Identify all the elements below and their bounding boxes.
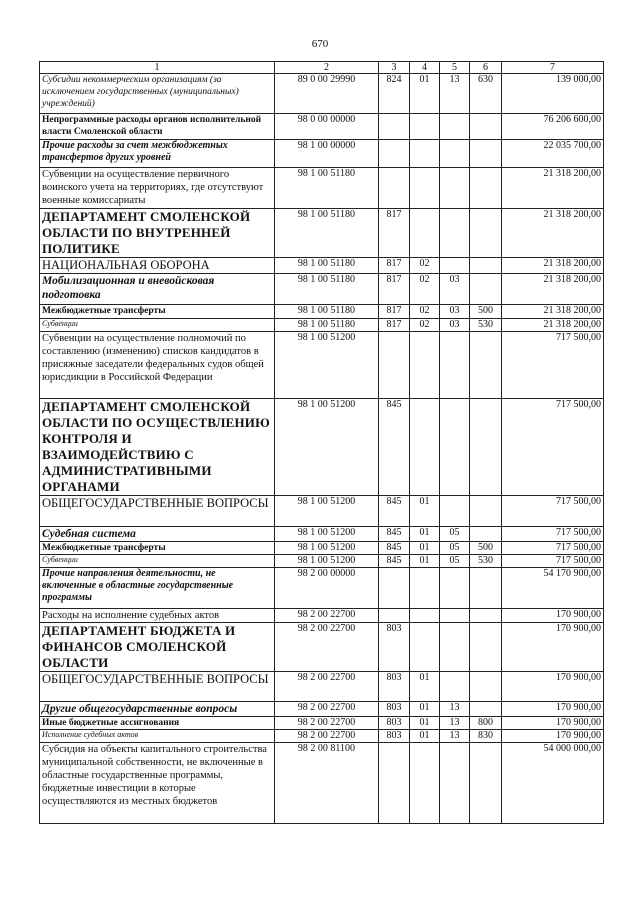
- table-row: [40, 332, 604, 399]
- table-row: [40, 274, 604, 305]
- row-subsection-cell: [440, 114, 470, 140]
- row-ministry-cell: 845: [379, 542, 410, 555]
- row-ministry-cell: 845: [379, 527, 410, 542]
- row-type-cell: [470, 527, 502, 542]
- row-type-cell: [470, 702, 502, 717]
- row-type-cell: 800: [470, 717, 502, 730]
- row-code-cell: 89 0 00 29990: [275, 74, 379, 114]
- row-name-cell: Субсидии некоммерческим организациям (за исключением государственных (муниципальных) учреждений): [40, 74, 275, 114]
- row-ministry-cell: 803: [379, 717, 410, 730]
- row-subsection-cell: [440, 168, 470, 209]
- row-name-cell: Прочие расходы за счет межбюджетных трансфертов других уровней: [40, 140, 275, 168]
- row-subsection-cell: [440, 209, 470, 258]
- row-amount-cell: 21 318 200,00: [502, 258, 604, 274]
- row-amount-cell: 76 206 600,00: [502, 114, 604, 140]
- row-amount-cell: 717 500,00: [502, 527, 604, 542]
- row-section-cell: 01: [410, 702, 440, 717]
- table-row: [40, 209, 604, 258]
- row-type-cell: [470, 168, 502, 209]
- row-type-cell: [470, 399, 502, 496]
- row-subsection-cell: [440, 399, 470, 496]
- row-section-cell: 02: [410, 274, 440, 305]
- row-subsection-cell: 13: [440, 702, 470, 717]
- row-amount-cell: 21 318 200,00: [502, 274, 604, 305]
- row-code-cell: 98 1 00 51180: [275, 209, 379, 258]
- row-section-cell: 01: [410, 74, 440, 114]
- row-amount-cell: 21 318 200,00: [502, 319, 604, 332]
- row-amount-cell: 170 900,00: [502, 623, 604, 672]
- row-ministry-cell: 803: [379, 730, 410, 743]
- row-code-cell: 98 1 00 51180: [275, 274, 379, 305]
- row-type-cell: [470, 496, 502, 527]
- table-row: [40, 730, 604, 743]
- row-code-cell: 98 1 00 51200: [275, 496, 379, 527]
- row-subsection-cell: [440, 609, 470, 623]
- row-type-cell: 500: [470, 542, 502, 555]
- table-row: [40, 399, 604, 496]
- row-type-cell: 630: [470, 74, 502, 114]
- row-section-cell: 01: [410, 542, 440, 555]
- row-name-cell: ДЕПАРТАМЕНТ СМОЛЕНСКОЙ ОБЛАСТИ ПО ОСУЩЕСТВЛЕНИЮ КОНТРОЛЯ И ВЗАИМОДЕЙСТВИЮ С АДМИНИСТРАТИВНЫМИ ОРГАНАМИ: [40, 399, 275, 496]
- row-subsection-cell: [440, 623, 470, 672]
- row-code-cell: 98 1 00 51180: [275, 168, 379, 209]
- row-amount-cell: 170 900,00: [502, 717, 604, 730]
- row-code-cell: 98 1 00 51200: [275, 542, 379, 555]
- column-header: 6: [470, 62, 502, 74]
- table-row: [40, 568, 604, 609]
- row-type-cell: 530: [470, 319, 502, 332]
- row-section-cell: 01: [410, 555, 440, 568]
- row-name-cell: ОБЩЕГОСУДАРСТВЕННЫЕ ВОПРОСЫ: [40, 496, 275, 527]
- column-header: 2: [275, 62, 379, 74]
- table-header-row: [40, 62, 604, 74]
- row-subsection-cell: [440, 332, 470, 399]
- row-amount-cell: 21 318 200,00: [502, 209, 604, 258]
- row-ministry-cell: 845: [379, 496, 410, 527]
- row-name-cell: Иные бюджетные ассигнования: [40, 717, 275, 730]
- row-ministry-cell: [379, 168, 410, 209]
- row-section-cell: [410, 399, 440, 496]
- row-amount-cell: 717 500,00: [502, 399, 604, 496]
- row-ministry-cell: 817: [379, 305, 410, 319]
- row-subsection-cell: 13: [440, 730, 470, 743]
- row-name-cell: Другие общегосударственные вопросы: [40, 702, 275, 717]
- row-ministry-cell: 803: [379, 623, 410, 672]
- row-amount-cell: 170 900,00: [502, 672, 604, 702]
- table-row: [40, 258, 604, 274]
- row-ministry-cell: [379, 140, 410, 168]
- row-type-cell: [470, 568, 502, 609]
- row-subsection-cell: [440, 672, 470, 702]
- row-section-cell: [410, 209, 440, 258]
- row-ministry-cell: [379, 568, 410, 609]
- row-code-cell: 98 1 00 51200: [275, 399, 379, 496]
- row-amount-cell: 54 170 900,00: [502, 568, 604, 609]
- row-ministry-cell: 817: [379, 258, 410, 274]
- row-code-cell: 98 2 00 22700: [275, 702, 379, 717]
- row-subsection-cell: [440, 258, 470, 274]
- row-name-cell: Судебная система: [40, 527, 275, 542]
- row-name-cell: Непрограммные расходы органов исполнительной власти Смоленской области: [40, 114, 275, 140]
- row-section-cell: [410, 743, 440, 824]
- row-subsection-cell: [440, 743, 470, 824]
- row-type-cell: [470, 623, 502, 672]
- row-name-cell: Субсидия на объекты капитального строительства муниципальной собственности, не включенные в областные государственные программы, бюджетные инвестиции в которые осуществляются из местных бюджетов: [40, 743, 275, 824]
- row-amount-cell: 21 318 200,00: [502, 305, 604, 319]
- row-code-cell: 98 1 00 51200: [275, 332, 379, 399]
- row-code-cell: 98 1 00 00000: [275, 140, 379, 168]
- row-section-cell: [410, 568, 440, 609]
- table-row: [40, 609, 604, 623]
- row-type-cell: [470, 332, 502, 399]
- row-section-cell: [410, 168, 440, 209]
- row-ministry-cell: [379, 114, 410, 140]
- table-row: [40, 74, 604, 114]
- row-code-cell: 98 2 00 81100: [275, 743, 379, 824]
- page-number: 670: [311, 38, 329, 50]
- row-amount-cell: 170 900,00: [502, 702, 604, 717]
- row-name-cell: Субвенции: [40, 555, 275, 568]
- row-subsection-cell: 05: [440, 527, 470, 542]
- row-name-cell: Межбюджетные трансферты: [40, 305, 275, 319]
- row-section-cell: 01: [410, 527, 440, 542]
- row-ministry-cell: 803: [379, 672, 410, 702]
- row-name-cell: Исполнение судебных актов: [40, 730, 275, 743]
- row-type-cell: [470, 140, 502, 168]
- row-type-cell: [470, 209, 502, 258]
- row-ministry-cell: [379, 609, 410, 623]
- row-type-cell: [470, 258, 502, 274]
- row-ministry-cell: 824: [379, 74, 410, 114]
- column-header: 5: [440, 62, 470, 74]
- row-section-cell: [410, 623, 440, 672]
- row-name-cell: ДЕПАРТАМЕНТ СМОЛЕНСКОЙ ОБЛАСТИ ПО ВНУТРЕННЕЙ ПОЛИТИКЕ: [40, 209, 275, 258]
- row-amount-cell: 139 000,00: [502, 74, 604, 114]
- row-code-cell: 98 1 00 51180: [275, 305, 379, 319]
- row-amount-cell: 717 500,00: [502, 332, 604, 399]
- table-row: [40, 702, 604, 717]
- row-type-cell: [470, 743, 502, 824]
- row-code-cell: 98 2 00 22700: [275, 672, 379, 702]
- row-code-cell: 98 2 00 22700: [275, 717, 379, 730]
- table-row: [40, 319, 604, 332]
- column-header: 7: [502, 62, 604, 74]
- row-amount-cell: 54 000 000,00: [502, 743, 604, 824]
- row-amount-cell: 717 500,00: [502, 496, 604, 527]
- row-amount-cell: 170 900,00: [502, 730, 604, 743]
- row-subsection-cell: 03: [440, 319, 470, 332]
- row-name-cell: Субвенции: [40, 319, 275, 332]
- row-name-cell: Мобилизационная и вневойсковая подготовка: [40, 274, 275, 305]
- row-code-cell: 98 0 00 00000: [275, 114, 379, 140]
- row-name-cell: Расходы на исполнение судебных актов: [40, 609, 275, 623]
- table-row: [40, 542, 604, 555]
- table-row: [40, 140, 604, 168]
- row-amount-cell: 170 900,00: [502, 609, 604, 623]
- row-name-cell: Субвенции на осуществление первичного воинского учета на территориях, где отсутствуют военные комиссариаты: [40, 168, 275, 209]
- row-type-cell: [470, 274, 502, 305]
- row-type-cell: 530: [470, 555, 502, 568]
- row-type-cell: [470, 609, 502, 623]
- table-row: [40, 114, 604, 140]
- row-subsection-cell: 13: [440, 74, 470, 114]
- row-subsection-cell: [440, 496, 470, 527]
- row-name-cell: НАЦИОНАЛЬНАЯ ОБОРОНА: [40, 258, 275, 274]
- column-header: 4: [410, 62, 440, 74]
- column-header: 3: [379, 62, 410, 74]
- table-row: [40, 743, 604, 824]
- row-subsection-cell: [440, 140, 470, 168]
- row-code-cell: 98 2 00 22700: [275, 623, 379, 672]
- table-row: [40, 305, 604, 319]
- row-type-cell: [470, 672, 502, 702]
- row-code-cell: 98 2 00 22700: [275, 609, 379, 623]
- row-type-cell: 830: [470, 730, 502, 743]
- row-section-cell: 02: [410, 258, 440, 274]
- row-amount-cell: 717 500,00: [502, 542, 604, 555]
- row-amount-cell: 717 500,00: [502, 555, 604, 568]
- table-row: [40, 672, 604, 702]
- row-name-cell: Субвенции на осуществление полномочий по составлению (изменению) списков кандидатов в присяжные заседатели федеральных судов общей юрисдикции в Российской Федерации: [40, 332, 275, 399]
- table-row: [40, 168, 604, 209]
- table-row: [40, 623, 604, 672]
- row-section-cell: 01: [410, 730, 440, 743]
- row-subsection-cell: 05: [440, 555, 470, 568]
- row-section-cell: [410, 609, 440, 623]
- row-subsection-cell: 03: [440, 274, 470, 305]
- row-type-cell: [470, 114, 502, 140]
- row-code-cell: 98 2 00 22700: [275, 730, 379, 743]
- row-amount-cell: 22 035 700,00: [502, 140, 604, 168]
- row-ministry-cell: 817: [379, 209, 410, 258]
- row-subsection-cell: [440, 568, 470, 609]
- row-name-cell: Межбюджетные трансферты: [40, 542, 275, 555]
- row-name-cell: ОБЩЕГОСУДАРСТВЕННЫЕ ВОПРОСЫ: [40, 672, 275, 702]
- row-amount-cell: 21 318 200,00: [502, 168, 604, 209]
- row-section-cell: 01: [410, 496, 440, 527]
- row-section-cell: [410, 140, 440, 168]
- table-row: [40, 527, 604, 542]
- row-section-cell: [410, 332, 440, 399]
- row-subsection-cell: 03: [440, 305, 470, 319]
- table-row: [40, 496, 604, 527]
- row-name-cell: Прочие направления деятельности, не включенные в областные государственные программы: [40, 568, 275, 609]
- row-subsection-cell: 13: [440, 717, 470, 730]
- column-header: 1: [40, 62, 275, 74]
- row-code-cell: 98 1 00 51200: [275, 555, 379, 568]
- row-code-cell: 98 1 00 51200: [275, 527, 379, 542]
- row-ministry-cell: 817: [379, 274, 410, 305]
- row-ministry-cell: 817: [379, 319, 410, 332]
- row-ministry-cell: 803: [379, 702, 410, 717]
- row-code-cell: 98 1 00 51180: [275, 258, 379, 274]
- row-section-cell: [410, 114, 440, 140]
- row-name-cell: ДЕПАРТАМЕНТ БЮДЖЕТА И ФИНАНСОВ СМОЛЕНСКОЙ ОБЛАСТИ: [40, 623, 275, 672]
- row-section-cell: 02: [410, 305, 440, 319]
- row-code-cell: 98 1 00 51180: [275, 319, 379, 332]
- table-row: [40, 555, 604, 568]
- row-subsection-cell: 05: [440, 542, 470, 555]
- row-ministry-cell: [379, 332, 410, 399]
- row-section-cell: 01: [410, 672, 440, 702]
- row-section-cell: 02: [410, 319, 440, 332]
- budget-table: [39, 61, 604, 824]
- row-code-cell: 98 2 00 00000: [275, 568, 379, 609]
- row-ministry-cell: [379, 743, 410, 824]
- row-section-cell: 01: [410, 717, 440, 730]
- row-ministry-cell: 845: [379, 399, 410, 496]
- table-row: [40, 717, 604, 730]
- row-ministry-cell: 845: [379, 555, 410, 568]
- row-type-cell: 500: [470, 305, 502, 319]
